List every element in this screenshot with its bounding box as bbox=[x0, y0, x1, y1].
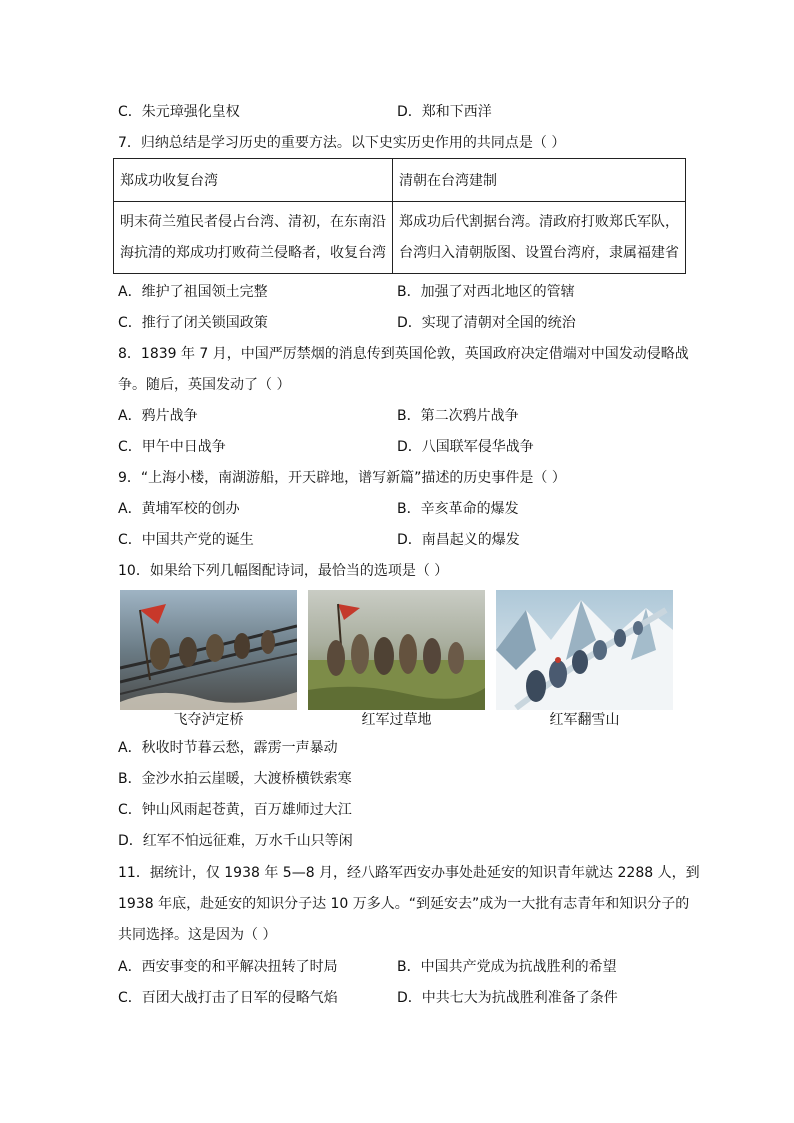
q7-table-header-2: 清朝在台湾建制 bbox=[393, 159, 686, 202]
grassland-march-painting bbox=[308, 590, 485, 710]
q9-option-d: D．南昌起义的爆发 bbox=[397, 532, 520, 548]
q8-option-d: D．八国联军侵华战争 bbox=[397, 439, 534, 455]
q7-table-header-1: 郑成功收复台湾 bbox=[114, 159, 393, 202]
luding-bridge-painting bbox=[120, 590, 297, 710]
q11-stem-line2: 1938 年底，赴延安的知识分子达 10 万多人。“到延安去”成为一大批有志青年和知识分子的 bbox=[118, 896, 690, 912]
q11-option-a: A．西安事变的和平解决扭转了时局 bbox=[118, 959, 338, 975]
q8-option-c: C．甲午中日战争 bbox=[118, 439, 226, 455]
q10-stem: 10．如果给下列几幅图配诗词，最恰当的选项是（ ） bbox=[118, 563, 449, 579]
q10-option-d: D．红军不怕远征难，万水千山只等闲 bbox=[118, 833, 353, 849]
q7-table-cell-1: 明末荷兰殖民者侵占台湾、清初，在东南沿 海抗清的郑成功打败荷兰侵略者，收复台湾 bbox=[114, 202, 393, 274]
q11-stem-line3: 共同选择。这是因为（ ） bbox=[118, 927, 277, 943]
caption-snow-mountain: 红军翻雪山 bbox=[549, 712, 620, 728]
q7-option-c: C．推行了闭关锁国政策 bbox=[118, 315, 268, 331]
q9-option-c: C．中国共产党的诞生 bbox=[118, 532, 254, 548]
q9-stem: 9．“上海小楼，南湖游船，开天辟地，谱写新篇”描述的历史事件是（ ） bbox=[118, 470, 566, 486]
q8-stem-line1: 8．1839 年 7 月，中国严厉禁烟的消息传到英国伦敦，英国政府决定借端对中国发动侵略战 bbox=[118, 346, 689, 362]
q9-option-a: A．黄埔军校的创办 bbox=[118, 501, 240, 517]
q9-option-b: B．辛亥革命的爆发 bbox=[397, 501, 519, 517]
caption-grassland: 红军过草地 bbox=[361, 712, 432, 728]
q7-stem: 7．归纳总结是学习历史的重要方法。以下史实历史作用的共同点是（ ） bbox=[118, 135, 566, 151]
q6-option-d: D．郑和下西洋 bbox=[397, 104, 492, 120]
q6-option-c: C．朱元璋强化皇权 bbox=[118, 104, 240, 120]
caption-luding-bridge: 飞夺泸定桥 bbox=[173, 712, 244, 728]
q7-table-cell-2: 郑成功后代割据台湾。清政府打败郑氏军队， 台湾归入清朝版图、设置台湾府，隶属福建省 bbox=[393, 202, 686, 274]
snow-mountain-painting bbox=[496, 590, 673, 710]
q11-option-b: B．中国共产党成为抗战胜利的希望 bbox=[397, 959, 617, 975]
q7-history-table bbox=[113, 158, 686, 274]
q8-option-a: A．鸦片战争 bbox=[118, 408, 198, 424]
q11-option-d: D．中共七大为抗战胜利准备了条件 bbox=[397, 990, 618, 1006]
q7-option-d: D．实现了清朝对全国的统治 bbox=[397, 315, 576, 331]
q10-option-a: A．秋收时节暮云愁，霹雳一声暴动 bbox=[118, 740, 338, 756]
q11-stem-line1: 11．据统计，仅 1938 年 5—8 月，经八路军西安办事处赴延安的知识青年就达 2288 人，到 bbox=[118, 865, 700, 881]
q10-option-c: C．钟山风雨起苍黄，百万雄师过大江 bbox=[118, 802, 352, 818]
q11-option-c: C．百团大战打击了日军的侵略气焰 bbox=[118, 990, 338, 1006]
q8-option-b: B．第二次鸦片战争 bbox=[397, 408, 519, 424]
q7-option-b: B．加强了对西北地区的管辖 bbox=[397, 284, 575, 300]
q10-option-b: B．金沙水拍云崖暖，大渡桥横铁索寒 bbox=[118, 771, 352, 787]
q8-stem-line2: 争。随后，英国发动了（ ） bbox=[118, 377, 291, 393]
q7-option-a: A．维护了祖国领土完整 bbox=[118, 284, 268, 300]
